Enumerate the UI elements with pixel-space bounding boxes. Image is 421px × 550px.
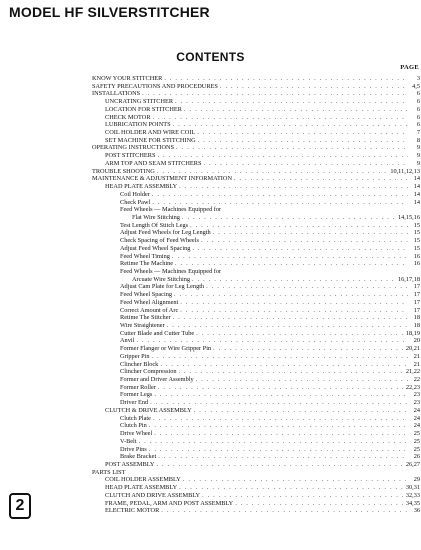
toc-entry-label: Flat Wire Stitching	[132, 213, 180, 221]
toc-entry-page: 26,27	[405, 460, 420, 468]
dot-leader	[158, 384, 404, 392]
dot-leader	[176, 144, 408, 152]
toc-entry-label: Correct Amount of Arc	[120, 306, 179, 314]
toc-entry-page: 4,5	[412, 82, 420, 90]
toc-entry-page: 21	[413, 360, 420, 368]
toc-entry-page: 25	[413, 430, 420, 438]
toc-entry	[92, 500, 420, 508]
toc-entry-label: TROUBLE SHOOTING	[92, 167, 155, 175]
dot-leader	[174, 291, 408, 299]
dot-leader	[179, 368, 404, 376]
toc-entry-page: 17	[413, 291, 420, 299]
toc-entry	[92, 191, 420, 199]
toc-entry-page: 6	[416, 121, 420, 129]
toc-entry-label: ELECTRIC MOTOR	[105, 507, 160, 515]
toc-entry-label: CHECK MOTOR	[105, 113, 151, 121]
toc-entry	[92, 307, 420, 315]
toc-entry-label: COIL HOLDER AND WIRE COIL	[105, 129, 196, 137]
toc-entry-page: 14	[413, 198, 420, 206]
toc-entry-label: Arcuate Wire Stitching	[132, 275, 191, 283]
contents-heading: CONTENTS	[176, 50, 245, 64]
toc-entry-page: 9	[416, 144, 420, 152]
toc-entry	[92, 137, 420, 145]
toc-entry-page: 24	[413, 422, 420, 430]
toc-entry-page: 22	[413, 376, 420, 384]
toc-entry-page: 9	[416, 159, 420, 167]
toc-entry	[92, 461, 420, 469]
dot-leader	[157, 168, 389, 176]
toc-entry-label: Feed Wheel Alignment	[120, 298, 179, 306]
toc-entry-label: Brake Bracket	[120, 453, 157, 461]
toc-entry	[92, 438, 420, 446]
toc-entry-page: 6	[416, 105, 420, 113]
toc-entry-page: 14	[413, 183, 420, 191]
dot-leader	[149, 446, 408, 454]
toc-entry	[92, 144, 420, 152]
dot-leader	[198, 137, 408, 145]
toc-entry	[92, 314, 420, 322]
toc-entry-label: HEAD PLATE ASSEMBLY	[105, 484, 178, 492]
toc-entry-page: 7	[416, 129, 420, 137]
dot-leader	[136, 337, 408, 345]
toc-entry-label: Check Pawl	[120, 198, 151, 206]
toc-entry-label: Adjust Feed Wheel Spacing	[120, 244, 191, 252]
toc-entry	[92, 129, 420, 137]
toc-entry-label: Feed Wheels — Machines Equipped for	[120, 267, 222, 275]
toc-entry-page: 15	[413, 229, 420, 237]
toc-entry-page: 16	[413, 252, 420, 260]
dot-leader	[152, 191, 408, 199]
toc-entry	[92, 337, 420, 345]
dot-leader	[201, 237, 408, 245]
toc-entry	[92, 175, 420, 183]
toc-entry-page: 16	[413, 260, 420, 268]
toc-entry	[92, 322, 420, 330]
toc-entry-page: 15	[413, 237, 420, 245]
toc-entry-label: Drive Wheel	[120, 430, 153, 438]
toc-entry	[92, 368, 420, 376]
toc-entry-label: HEAD PLATE ASSEMBLY	[105, 183, 178, 191]
toc-entry-page: 10,11,12,13	[390, 167, 420, 175]
toc-entry	[92, 484, 420, 492]
dot-leader	[196, 330, 404, 338]
toc-entry	[92, 268, 420, 276]
toc-entry-label: KNOW YOUR STITCHER	[92, 75, 163, 82]
toc-entry	[92, 75, 420, 83]
toc-entry-page: 3	[416, 75, 420, 82]
dot-leader	[152, 199, 408, 207]
toc-entry	[92, 353, 420, 361]
toc-entry	[92, 206, 420, 214]
toc-entry-page: 16,17,18	[397, 275, 420, 283]
toc-entry-page: 17	[413, 298, 420, 306]
toc-entry	[92, 399, 420, 407]
toc-entry-label: Feed Wheel Spacing	[120, 291, 172, 299]
toc-entry-label: Check Spacing of Feed Wheels	[120, 237, 199, 245]
dot-leader	[179, 484, 404, 492]
toc-entry-label: Feed Wheel Timing	[120, 252, 170, 260]
toc-entry	[92, 121, 420, 129]
toc-entry-label: PARTS LIST	[92, 468, 126, 476]
toc-entry-page: 18,19	[405, 329, 420, 337]
dot-leader	[213, 229, 408, 237]
toc-entry-label: CLUTCH & DRIVE ASSEMBLY	[105, 406, 192, 414]
toc-entry-label: COIL HOLDER ASSEMBLY	[105, 476, 181, 484]
toc-entry	[92, 469, 420, 477]
toc-entry-label: Cutter Blade and Cutter Tube	[120, 329, 195, 337]
toc-entry	[92, 430, 420, 438]
toc-entry	[92, 260, 420, 268]
toc-entry-page: 23	[413, 399, 420, 407]
toc-entry-label: Former Roller	[120, 383, 156, 391]
toc-entry	[92, 507, 420, 515]
toc-entry	[92, 183, 420, 191]
dot-leader	[175, 98, 408, 106]
toc-entry-page: 15	[413, 244, 420, 252]
toc-entry-label: Adjust Cam Plate for Leg Length	[120, 283, 205, 291]
page-number-badge: 2	[9, 493, 31, 519]
dot-leader	[139, 438, 408, 446]
toc-entry-label: Feed Wheels — Machines Equipped for	[120, 206, 222, 214]
toc-entry-label: Clutch Pin	[120, 422, 147, 430]
toc-entry-label: LUBRICATION POINTS	[105, 121, 171, 129]
dot-leader	[161, 507, 408, 515]
toc-entry	[92, 90, 420, 98]
toc-entry-label: V-Belt	[120, 437, 137, 445]
dot-leader	[184, 106, 408, 114]
table-of-contents	[92, 75, 420, 515]
toc-entry-page: 21	[413, 352, 420, 360]
dot-leader	[172, 253, 408, 261]
dot-leader	[175, 260, 408, 268]
toc-entry	[92, 376, 420, 384]
toc-entry-label: Clincher Block	[120, 360, 159, 368]
dot-leader	[183, 476, 408, 484]
toc-entry-page: 6	[416, 98, 420, 106]
dot-leader	[234, 175, 408, 183]
toc-entry	[92, 492, 420, 500]
toc-entry	[92, 407, 420, 415]
document-title: MODEL HF SILVERSTITCHER	[9, 4, 210, 20]
toc-entry	[92, 453, 420, 461]
toc-entry	[92, 422, 420, 430]
toc-entry-label: SET MACHINE FOR STITCHING	[105, 136, 196, 144]
toc-entry-page: 14	[413, 190, 420, 198]
toc-entry	[92, 330, 420, 338]
toc-entry-label: Clutch Plate	[120, 414, 151, 422]
dot-leader	[196, 376, 408, 384]
toc-entry-label: FRAME, PEDAL, ARM AND POST ASSEMBLY	[105, 499, 234, 507]
toc-entry-page: 23	[413, 391, 420, 399]
dot-leader	[206, 283, 408, 291]
toc-entry-page: 20,21	[405, 345, 420, 353]
toc-entry-page: 25	[413, 445, 420, 453]
toc-entry	[92, 214, 420, 222]
toc-entry-page: 17	[413, 306, 420, 314]
dot-leader	[157, 152, 408, 160]
dot-leader	[180, 299, 408, 307]
dot-leader	[173, 314, 408, 322]
toc-entry	[92, 199, 420, 207]
dot-leader	[167, 322, 408, 330]
toc-entry	[92, 476, 420, 484]
toc-entry	[92, 345, 420, 353]
dot-leader	[173, 121, 408, 129]
page-column-label: PAGE	[400, 64, 419, 71]
toc-entry-page: 30,31	[405, 484, 420, 492]
toc-entry-label: Clincher Compression	[120, 368, 177, 376]
toc-entry	[92, 299, 420, 307]
toc-entry	[92, 276, 420, 284]
toc-entry-label: Wire Straightener	[120, 322, 165, 329]
toc-entry	[92, 229, 420, 237]
toc-entry-page: 15	[413, 221, 420, 229]
dot-leader	[179, 183, 408, 191]
dot-leader	[154, 430, 408, 438]
toc-entry	[92, 160, 420, 168]
toc-entry-page: 17	[413, 283, 420, 291]
toc-entry	[92, 114, 420, 122]
dot-leader	[152, 353, 408, 361]
dot-leader	[192, 245, 408, 253]
toc-entry	[92, 237, 420, 245]
toc-entry	[92, 446, 420, 454]
dot-leader	[149, 422, 408, 430]
toc-entry-page: 14	[413, 175, 420, 183]
toc-entry	[92, 391, 420, 399]
toc-entry-page: 29	[413, 476, 420, 484]
toc-entry-page: 9	[416, 152, 420, 160]
toc-entry-page: 24	[413, 414, 420, 422]
toc-entry-page: 25	[413, 437, 420, 445]
dot-leader	[202, 492, 404, 500]
dot-leader	[164, 75, 408, 83]
dot-leader	[150, 399, 408, 407]
toc-entry	[92, 253, 420, 261]
toc-entry-page: 34,35	[405, 499, 420, 507]
toc-entry	[92, 98, 420, 106]
toc-entry	[92, 168, 420, 176]
toc-entry-label: POST ASSEMBLY	[105, 460, 155, 468]
toc-entry-label: Test Length Of Stitch Legs	[120, 221, 189, 229]
toc-entry-label: LOCATION FOR STITCHER	[105, 105, 182, 113]
toc-entry-page: 14,15,16	[397, 213, 420, 221]
dot-leader	[153, 415, 408, 423]
toc-entry-label: Coil Holder	[120, 190, 150, 198]
toc-entry-page: 20	[413, 337, 420, 345]
toc-entry-page: 36	[413, 507, 420, 515]
toc-entry-page: 18	[413, 314, 420, 322]
toc-entry-label: ARM TOP AND SEAM STITCHERS	[105, 159, 202, 167]
toc-entry-label: Former Legs	[120, 391, 153, 399]
toc-entry-label: INSTALLATIONS	[92, 90, 141, 98]
dot-leader	[182, 214, 396, 222]
toc-entry	[92, 222, 420, 230]
toc-entry	[92, 384, 420, 392]
toc-entry	[92, 83, 420, 91]
toc-entry	[92, 415, 420, 423]
dot-leader	[194, 407, 408, 415]
toc-entry-page: 21,22	[405, 368, 420, 376]
toc-entry-label: POST STITCHERS	[105, 152, 156, 160]
toc-entry-label: Gripper Pin	[120, 352, 150, 360]
toc-entry-label: Anvil	[120, 337, 135, 345]
toc-entry-page: 22,23	[405, 383, 420, 391]
toc-entry-page: 24	[413, 406, 420, 414]
dot-leader	[160, 361, 408, 369]
dot-leader	[220, 83, 408, 91]
toc-entry-label: Former and Driver Assembly	[120, 376, 194, 384]
toc-entry	[92, 283, 420, 291]
dot-leader	[197, 129, 408, 137]
toc-entry	[92, 291, 420, 299]
toc-entry-label: MAINTENANCE & ADJUSTMENT INFORMATION	[92, 175, 232, 183]
toc-entry-label: Retime The Machine	[120, 260, 174, 268]
toc-entry-page: 6	[416, 113, 420, 121]
toc-entry-page: 18	[413, 322, 420, 329]
toc-entry	[92, 361, 420, 369]
dot-leader	[192, 276, 396, 284]
toc-entry-label: SAFETY PRECAUTIONS AND PROCEDURES	[92, 82, 218, 90]
toc-entry-label: UNCRATING STITCHER	[105, 98, 174, 106]
toc-entry	[92, 245, 420, 253]
dot-leader	[190, 222, 408, 230]
dot-leader	[154, 391, 408, 399]
toc-entry-page: 26	[413, 453, 420, 461]
toc-entry-page: 8	[416, 136, 420, 144]
dot-leader	[235, 500, 404, 508]
toc-entry-label: Former Flanger or Wire Gripper Pin	[120, 345, 212, 353]
toc-entry-page: 32,33	[405, 491, 420, 499]
toc-entry	[92, 106, 420, 114]
toc-entry-label: Adjust Feed Wheels for Leg Length	[120, 229, 211, 237]
toc-entry-label: Drive Pins	[120, 445, 147, 453]
dot-leader	[180, 307, 408, 315]
dot-leader	[142, 90, 408, 98]
toc-entry-label: Driver End	[120, 399, 149, 407]
dot-leader	[203, 160, 408, 168]
dot-leader	[158, 453, 408, 461]
toc-entry-page: 6	[416, 90, 420, 98]
toc-entry-label: Retime The Stitcher	[120, 314, 171, 322]
toc-entry-label: OPERATING INSTRUCTIONS	[92, 144, 175, 152]
dot-leader	[156, 461, 403, 469]
dot-leader	[213, 345, 404, 353]
dot-leader	[153, 114, 408, 122]
toc-entry	[92, 152, 420, 160]
toc-entry-label: CLUTCH AND DRIVE ASSEMBLY	[105, 491, 201, 499]
